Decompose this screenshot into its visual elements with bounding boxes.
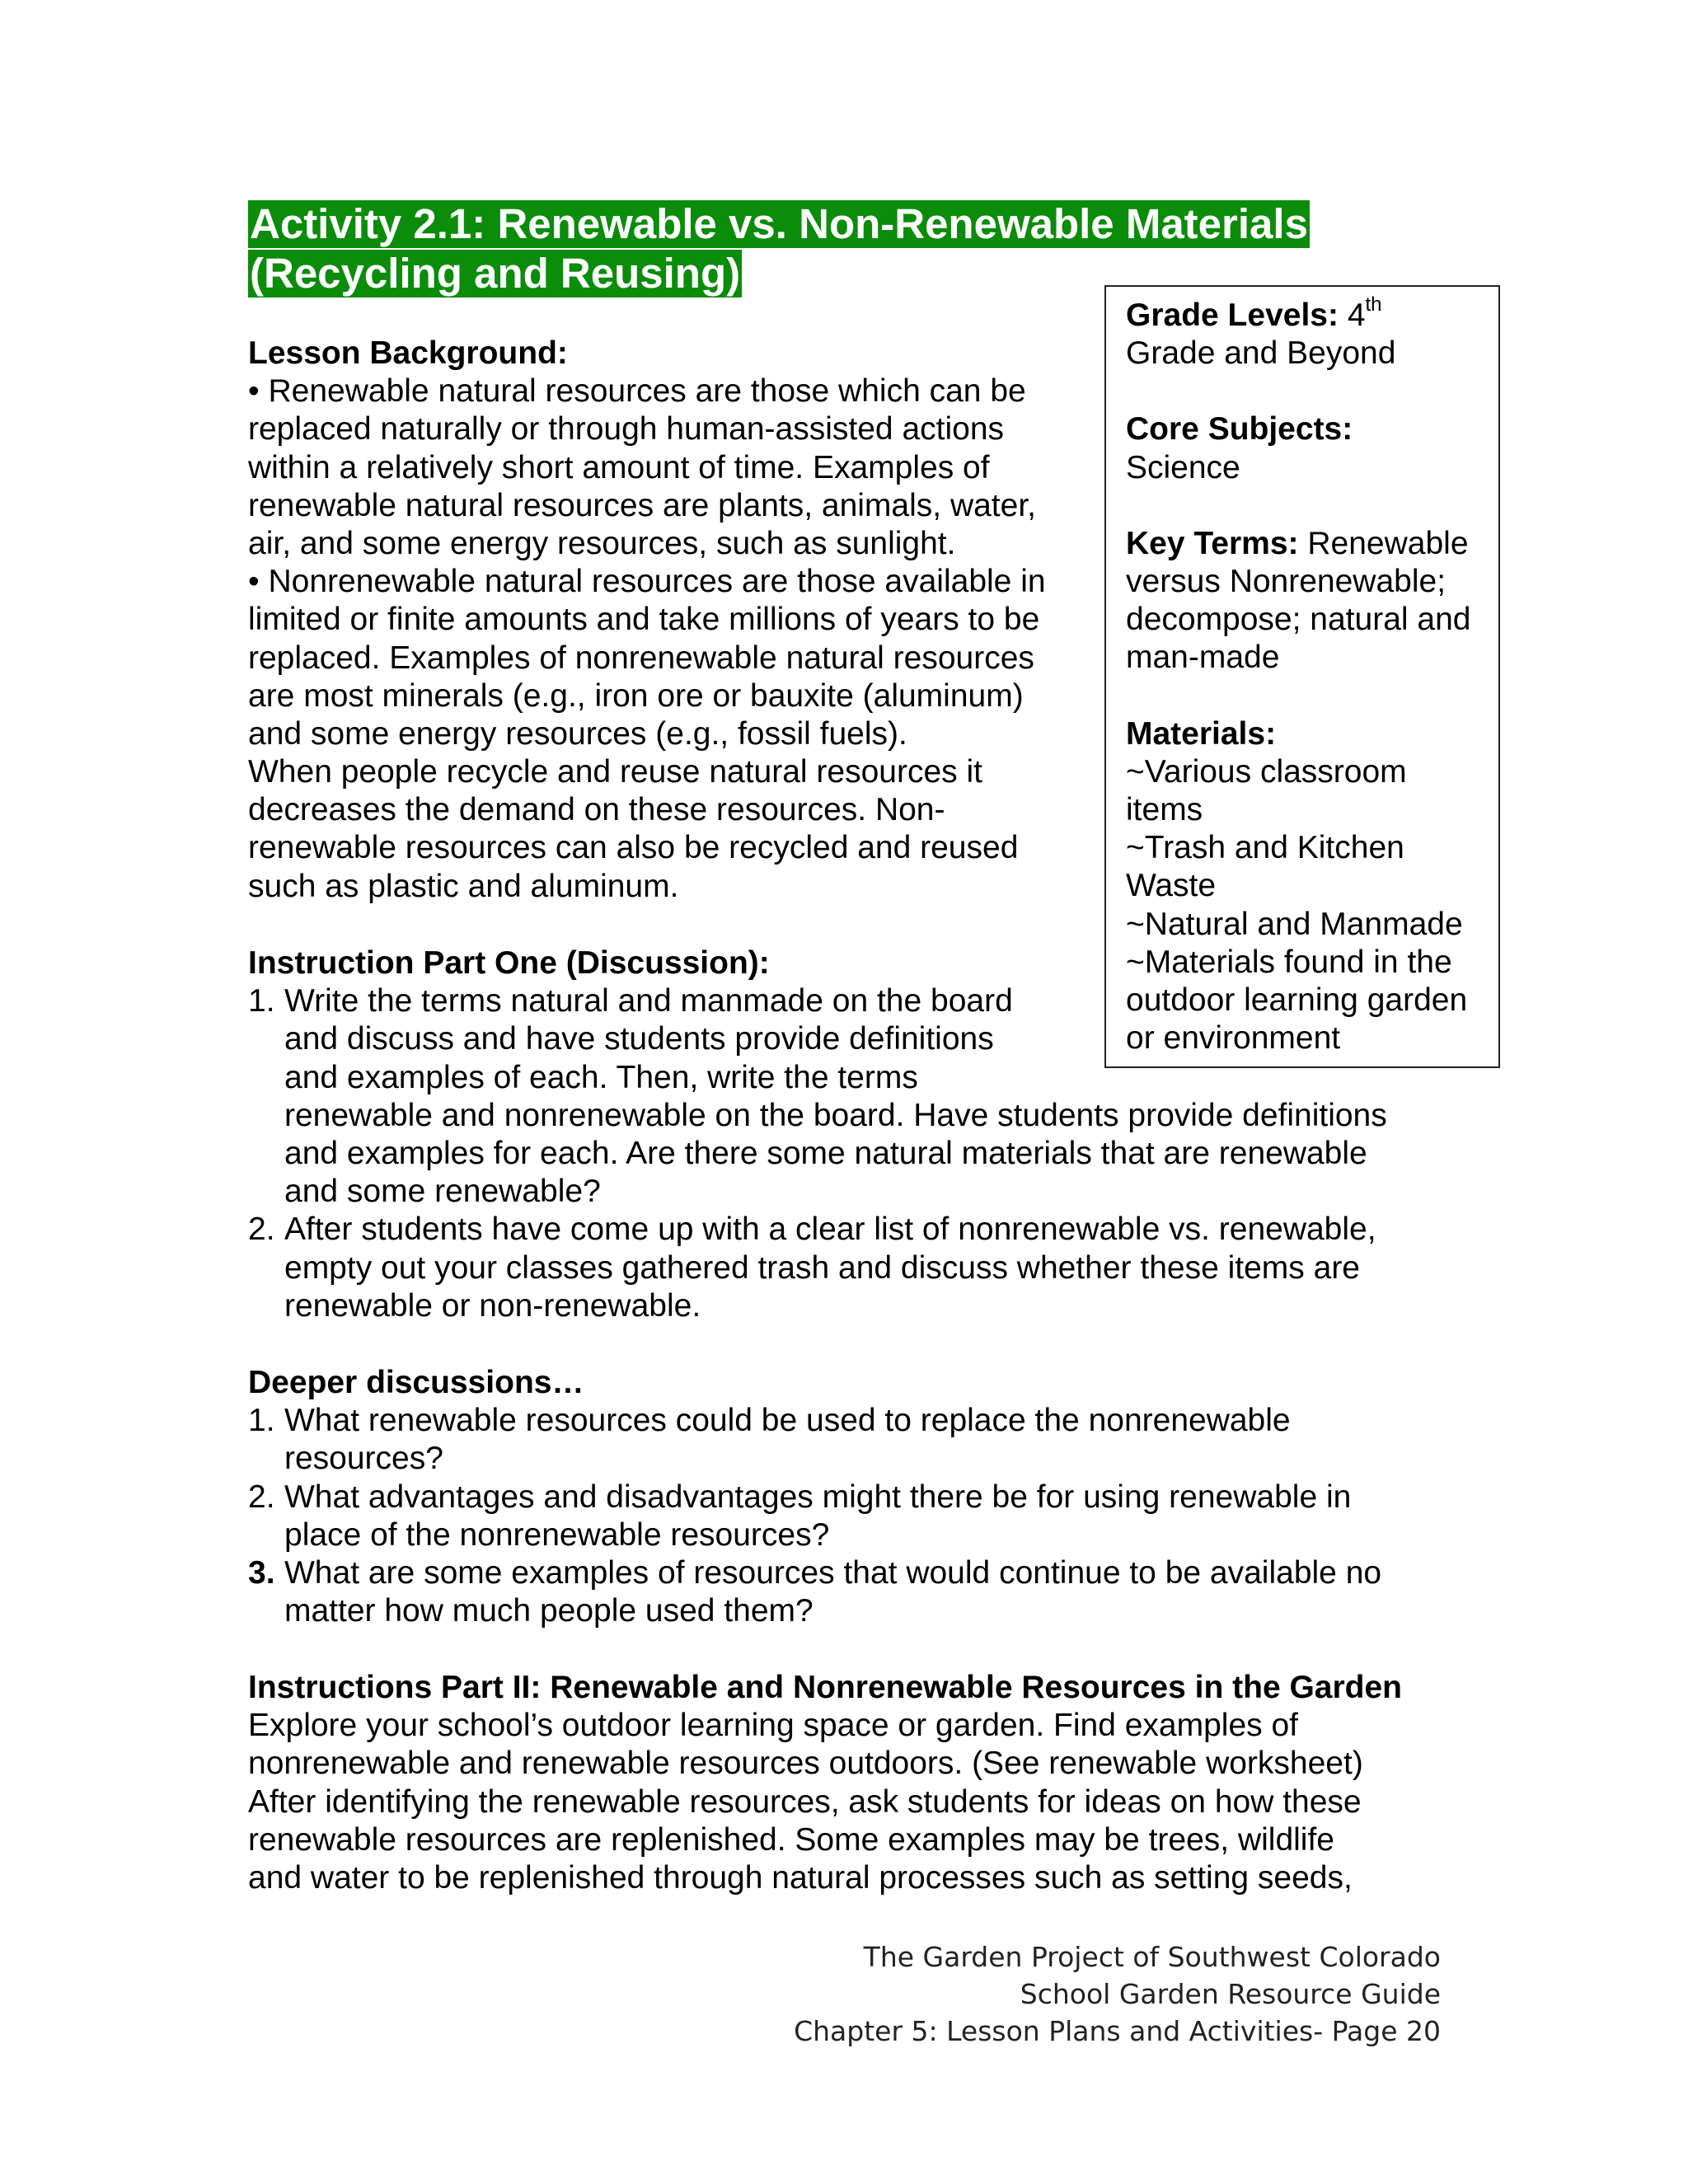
list-continuation: and some renewable? <box>284 1174 601 1210</box>
key-terms-block <box>1126 525 1498 677</box>
list-continuation: matter how much people used them? <box>284 1593 814 1629</box>
key-terms-line: Renewable <box>1307 525 1469 561</box>
list-continuation: renewable and nonrenewable on the board. Have students provide definitions <box>284 1097 1387 1133</box>
paragraph-line: and some energy resources (e.g., fossil fuels). <box>248 715 907 752</box>
paragraph-line: • Renewable natural resources are those which can be <box>248 373 1026 410</box>
list-text: What renewable resources could be used to replace the nonrenewable <box>284 1403 1291 1439</box>
key-terms-line: man-made <box>1126 640 1280 676</box>
grade-levels-value-rest: Grade and Beyond <box>1126 335 1396 372</box>
activity-title-line-1: Activity 2.1: Renewable vs. Non-Renewable Materials <box>250 200 1308 247</box>
materials-label: Materials: <box>1126 715 1277 752</box>
list-text: Write the terms natural and manmade on the board <box>284 983 1013 1019</box>
paragraph-line: limited or finite amounts and take millions of years to be <box>248 602 1040 638</box>
list-continuation: resources? <box>284 1441 443 1477</box>
footer-guide-title: School Garden Resource Guide <box>1020 1978 1441 2010</box>
list-continuation: renewable or non-renewable. <box>284 1287 701 1324</box>
paragraph-line: such as plastic and aluminum. <box>248 868 679 904</box>
paragraph-line: After identifying the renewable resources, ask students for ideas on how these <box>248 1783 1362 1820</box>
list-continuation: place of the nonrenewable resources? <box>284 1516 830 1553</box>
lesson-background-heading: Lesson Background: <box>248 335 568 371</box>
paragraph-line: replaced naturally or through human-assisted actions <box>248 411 1005 448</box>
list-item <box>248 1479 1381 1516</box>
part-one-heading: Instruction Part One (Discussion): <box>248 945 770 981</box>
footer-chapter-page: Chapter 5: Lesson Plans and Activities- Page 20 <box>794 2015 1441 2047</box>
materials-line: ~Natural and Manmade <box>1126 906 1463 942</box>
materials-line: ~Trash and Kitchen <box>1126 830 1404 866</box>
materials-line: outdoor learning garden <box>1126 982 1468 1019</box>
core-subjects-block <box>1126 410 1498 486</box>
list-number: 1. <box>248 1403 275 1439</box>
materials-line: items <box>1126 792 1203 828</box>
paragraph-line: renewable resources can also be recycled and reused <box>248 830 1019 866</box>
list-item <box>248 1211 1387 1249</box>
footer-organization: The Garden Project of Southwest Colorado <box>863 1941 1441 1973</box>
paragraph-line: are most minerals (e.g., iron ore or bauxite (aluminum) <box>248 677 1024 714</box>
lesson-background-section <box>248 335 1046 906</box>
list-continuation: and examples for each. Are there some natural materials that are renewable <box>284 1135 1367 1171</box>
list-text: After students have come up with a clear list of nonrenewable vs. renewable, <box>284 1212 1376 1248</box>
paragraph-line: replaced. Examples of nonrenewable natural resources <box>248 640 1034 676</box>
paragraph-line: within a relatively short amount of time. Examples of <box>248 449 990 485</box>
list-item <box>248 982 1387 1020</box>
deeper-discussions-section <box>248 1364 1381 1630</box>
list-text: What advantages and disadvantages might there be for using renewable in <box>284 1479 1352 1515</box>
list-text: What are some examples of resources that would continue to be available no <box>284 1554 1382 1591</box>
list-number: 3. <box>248 1554 275 1591</box>
core-subjects-value: Science <box>1126 449 1240 485</box>
paragraph-line: air, and some energy resources, such as sunlight. <box>248 525 956 561</box>
list-number: 2. <box>248 1212 275 1248</box>
list-continuation: and discuss and have students provide definitions <box>284 1021 994 1057</box>
materials-line: or environment <box>1126 1020 1341 1057</box>
paragraph-line: renewable resources are replenished. Some examples may be trees, wildlife <box>248 1821 1334 1858</box>
grade-levels-value-number: 4 <box>1347 298 1366 333</box>
paragraph-line: decreases the demand on these resources. Non- <box>248 792 945 828</box>
core-subjects-label: Core Subjects: <box>1126 411 1353 448</box>
grade-levels-value-suffix: th <box>1365 293 1382 316</box>
instruction-part-one-section <box>248 944 1387 1325</box>
list-number: 1. <box>248 983 275 1019</box>
list-item <box>248 1554 1381 1592</box>
activity-title-line-2: (Recycling and Reusing) <box>250 250 741 297</box>
materials-line: Waste <box>1126 868 1217 904</box>
paragraph-line: • Nonrenewable natural resources are those available in <box>248 564 1046 600</box>
list-continuation: empty out your classes gathered trash and discuss whether these items are <box>284 1249 1360 1286</box>
materials-line: ~Various classroom <box>1126 753 1407 790</box>
paragraph-line: and water to be replenished through natural processes such as setting seeds, <box>248 1859 1353 1896</box>
grade-levels-label: Grade Levels: <box>1126 298 1339 333</box>
paragraph-line: Explore your school’s outdoor learning space or garden. Find examples of <box>248 1708 1299 1744</box>
list-continuation: and examples of each. Then, write the terms <box>284 1059 918 1095</box>
materials-line: ~Materials found in the <box>1126 944 1452 980</box>
paragraph-line: renewable natural resources are plants, animals, water, <box>248 487 1036 523</box>
key-terms-line: decompose; natural and <box>1126 602 1471 638</box>
paragraph-line: nonrenewable and renewable resources outdoors. (See renewable worksheet) <box>248 1746 1363 1782</box>
instruction-part-two-section <box>248 1669 1402 1897</box>
list-number: 2. <box>248 1479 275 1515</box>
part-two-heading: Instructions Part II: Renewable and Nonrenewable Resources in the Garden <box>248 1670 1403 1705</box>
deeper-discussions-heading: Deeper discussions… <box>248 1365 584 1400</box>
page-footer <box>794 1938 1441 2050</box>
list-item <box>248 1402 1381 1440</box>
grade-levels-block <box>1126 293 1498 373</box>
key-terms-label: Key Terms: <box>1126 525 1299 561</box>
paragraph-line: When people recycle and reuse natural resources it <box>248 754 982 790</box>
key-terms-line: versus Nonrenewable; <box>1126 564 1447 600</box>
